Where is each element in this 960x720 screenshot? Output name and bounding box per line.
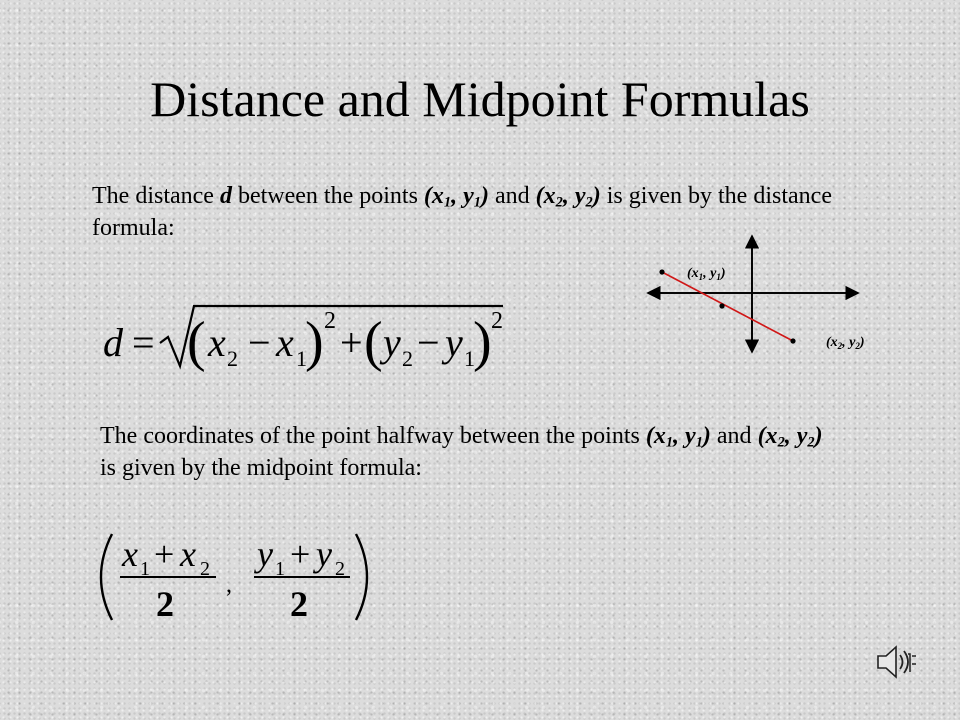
svg-text:2: 2 xyxy=(491,308,503,334)
point-1-notation: ($x_1$, $y_1$) xyxy=(423,183,489,211)
denominator-2: 2 xyxy=(290,584,308,624)
svg-text:x: x xyxy=(122,534,138,574)
svg-text:x: x xyxy=(208,320,226,365)
svg-text:1: 1 xyxy=(140,558,150,580)
point-2-notation: ($x_2$, $y_2$) xyxy=(757,423,823,451)
svg-text:−: − xyxy=(417,320,440,365)
svg-text:2: 2 xyxy=(324,308,336,334)
point-2-notation: ($x_2$, $y_2$) xyxy=(535,183,601,211)
svg-text:+: + xyxy=(290,534,311,574)
distance-variable: d xyxy=(219,183,232,209)
paren-close-1: ) xyxy=(305,311,324,373)
formula-equals: = xyxy=(132,320,155,365)
svg-text:−: − xyxy=(248,320,271,365)
point-1-notation: ($x_1$, $y_1$) xyxy=(645,423,711,451)
midpoint-description: The coordinates of the point halfway between the points ($x_1$, $y_1$) and ($x_2$, $y_2$) is given by the midpoint formula: xyxy=(100,423,823,481)
svg-text:,: , xyxy=(226,572,232,598)
svg-text:1: 1 xyxy=(275,558,285,580)
svg-text:+: + xyxy=(340,320,363,365)
svg-text:2: 2 xyxy=(227,346,238,371)
svg-text:x: x xyxy=(180,534,196,574)
big-paren-close xyxy=(356,534,367,620)
svg-text:y: y xyxy=(445,320,463,365)
paren-close-2: ) xyxy=(473,311,492,373)
speaker-icon[interactable] xyxy=(874,642,920,682)
svg-text:2: 2 xyxy=(335,558,345,580)
svg-text:1: 1 xyxy=(296,346,307,371)
svg-text:y: y xyxy=(316,534,332,574)
denominator-1: 2 xyxy=(156,584,174,624)
svg-text:x: x xyxy=(276,320,294,365)
big-paren-open xyxy=(101,534,112,620)
paren-open-1: ( xyxy=(187,311,206,373)
formula-d: d xyxy=(103,320,123,365)
svg-text:y: y xyxy=(257,534,273,574)
slide-title: Distance and Midpoint Formulas xyxy=(150,71,810,127)
svg-text:+: + xyxy=(154,534,175,574)
point-2-label: ($x_2$, $y_2$) xyxy=(826,335,865,351)
svg-text:2: 2 xyxy=(402,346,413,371)
svg-text:y: y xyxy=(383,320,401,365)
point-1-label: ($x_1$, $y_1$) xyxy=(687,266,726,282)
svg-text:2: 2 xyxy=(200,558,210,580)
paren-open-2: ( xyxy=(364,311,383,373)
svg-text:1: 1 xyxy=(464,346,475,371)
distance-description: The distance d between the points ($x_1$, $y_1$) and ($x_2$, $y_2$) is given by the distance formula: xyxy=(92,183,832,241)
